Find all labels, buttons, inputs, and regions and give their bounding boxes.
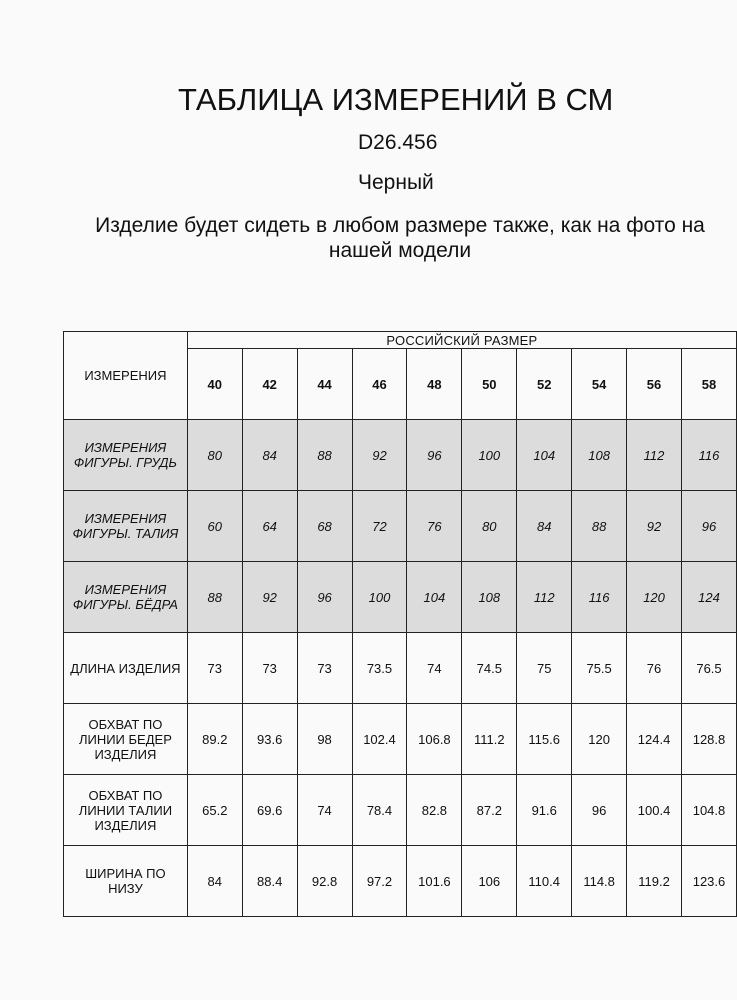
fit-note-line-2: нашей модели bbox=[328, 239, 472, 262]
row-label-line: НИЗУ bbox=[108, 881, 143, 896]
table-cell: 100 bbox=[352, 562, 407, 633]
table-cell: 120 bbox=[572, 704, 627, 775]
size-header-54: 54 bbox=[572, 349, 627, 420]
table-cell: 108 bbox=[572, 420, 627, 491]
table-cell: 73 bbox=[242, 633, 297, 704]
table-cell: 74.5 bbox=[462, 633, 517, 704]
table-cell: 108 bbox=[462, 562, 517, 633]
table-cell: 75 bbox=[517, 633, 572, 704]
row-label-line: ИЗДЕЛИЯ bbox=[94, 746, 157, 762]
product-color: Черный bbox=[358, 171, 434, 194]
size-header-58: 58 bbox=[682, 349, 737, 420]
table-cell: 96 bbox=[572, 775, 627, 846]
table-cell: 80 bbox=[462, 491, 517, 562]
article-number: D26.456 bbox=[358, 131, 438, 154]
table-cell: 64 bbox=[242, 491, 297, 562]
table-cell: 87.2 bbox=[462, 775, 517, 846]
table-cell: 128.8 bbox=[682, 704, 737, 775]
row-label bbox=[64, 420, 188, 491]
size-header-56: 56 bbox=[627, 349, 682, 420]
table-cell: 84 bbox=[517, 491, 572, 562]
table-cell: 73.5 bbox=[352, 633, 407, 704]
row-label-line: ФИГУРЫ. ГРУДЬ bbox=[73, 455, 177, 470]
table-cell: 73 bbox=[187, 633, 242, 704]
table-cell: 97.2 bbox=[352, 846, 407, 917]
table-cell: 60 bbox=[187, 491, 242, 562]
row-label-line: ШИРИНА ПО bbox=[85, 866, 166, 881]
table-cell: 116 bbox=[572, 562, 627, 633]
table-cell: 92 bbox=[242, 562, 297, 633]
table-cell: 106 bbox=[462, 846, 517, 917]
table-cell: 106.8 bbox=[407, 704, 462, 775]
row-label-line: ЛИНИИ БЕДЕР bbox=[78, 731, 172, 747]
table-cell: 114.8 bbox=[572, 846, 627, 917]
table-cell: 112 bbox=[517, 562, 572, 633]
table-cell: 74 bbox=[407, 633, 462, 704]
table-row bbox=[64, 846, 737, 917]
row-label bbox=[64, 491, 188, 562]
table-cell: 104 bbox=[517, 420, 572, 491]
table-cell: 89.2 bbox=[187, 704, 242, 775]
table-cell: 116 bbox=[682, 420, 737, 491]
size-header-46: 46 bbox=[352, 349, 407, 420]
row-label-line: ИЗДЕЛИЯ bbox=[94, 817, 157, 833]
table-cell: 104.8 bbox=[682, 775, 737, 846]
table-cell: 76 bbox=[407, 491, 462, 562]
table-cell: 96 bbox=[682, 491, 737, 562]
table-cell: 92 bbox=[352, 420, 407, 491]
row-label-line: ИЗМЕРЕНИЯ bbox=[84, 582, 167, 597]
row-label bbox=[64, 704, 188, 775]
size-header-40: 40 bbox=[187, 349, 242, 420]
table-cell: 76.5 bbox=[682, 633, 737, 704]
table-cell: 101.6 bbox=[407, 846, 462, 917]
row-label-line: ФИГУРЫ. БЁДРА bbox=[72, 597, 178, 612]
table-cell: 93.6 bbox=[242, 704, 297, 775]
table-cell: 104 bbox=[407, 562, 462, 633]
size-header-48: 48 bbox=[407, 349, 462, 420]
row-label-line: ФИГУРЫ. ТАЛИЯ bbox=[72, 526, 179, 541]
table-cell: 73 bbox=[297, 633, 352, 704]
table-row bbox=[64, 775, 737, 846]
table-cell: 78.4 bbox=[352, 775, 407, 846]
table-cell: 76 bbox=[627, 633, 682, 704]
table-cell: 112 bbox=[627, 420, 682, 491]
table-cell: 88 bbox=[572, 491, 627, 562]
table-cell: 72 bbox=[352, 491, 407, 562]
row-label-line: ОБХВАТ ПО bbox=[88, 787, 163, 803]
table-row bbox=[64, 420, 737, 491]
row-label bbox=[64, 775, 188, 846]
measure-column-header: ИЗМЕРЕНИЯ bbox=[64, 332, 188, 420]
table-row bbox=[64, 491, 737, 562]
row-label bbox=[64, 633, 188, 704]
table-cell: 96 bbox=[297, 562, 352, 633]
row-label-line: ОБХВАТ ПО bbox=[88, 716, 163, 732]
table-cell: 123.6 bbox=[682, 846, 737, 917]
row-label bbox=[64, 562, 188, 633]
table-cell: 82.8 bbox=[407, 775, 462, 846]
table-cell: 96 bbox=[407, 420, 462, 491]
row-label bbox=[64, 846, 188, 917]
table-cell: 75.5 bbox=[572, 633, 627, 704]
table-row bbox=[64, 562, 737, 633]
table-cell: 119.2 bbox=[627, 846, 682, 917]
row-label-line: ДЛИНА ИЗДЕЛИЯ bbox=[70, 660, 181, 676]
table-cell: 110.4 bbox=[517, 846, 572, 917]
table-cell: 124.4 bbox=[627, 704, 682, 775]
table-cell: 88 bbox=[297, 420, 352, 491]
table-header-row bbox=[64, 332, 737, 349]
table-cell: 74 bbox=[297, 775, 352, 846]
table-cell: 91.6 bbox=[517, 775, 572, 846]
table-cell: 98 bbox=[297, 704, 352, 775]
table-cell: 69.6 bbox=[242, 775, 297, 846]
table-cell: 80 bbox=[187, 420, 242, 491]
table-cell: 100 bbox=[462, 420, 517, 491]
table-cell: 120 bbox=[627, 562, 682, 633]
table-cell: 102.4 bbox=[352, 704, 407, 775]
size-header-44: 44 bbox=[297, 349, 352, 420]
row-label-line: ИЗМЕРЕНИЯ bbox=[84, 511, 167, 526]
table-cell: 100.4 bbox=[627, 775, 682, 846]
table-cell: 65.2 bbox=[187, 775, 242, 846]
size-header-52: 52 bbox=[517, 349, 572, 420]
table-cell: 88.4 bbox=[242, 846, 297, 917]
table-cell: 111.2 bbox=[462, 704, 517, 775]
size-header-42: 42 bbox=[242, 349, 297, 420]
row-label-line: ИЗМЕРЕНИЯ bbox=[84, 440, 167, 455]
table-cell: 92 bbox=[627, 491, 682, 562]
fit-note bbox=[80, 213, 720, 263]
table-cell: 88 bbox=[187, 562, 242, 633]
size-table bbox=[63, 331, 737, 917]
table-cell: 124 bbox=[682, 562, 737, 633]
table-row bbox=[64, 704, 737, 775]
table-cell: 115.6 bbox=[517, 704, 572, 775]
table-cell: 84 bbox=[242, 420, 297, 491]
table-cell: 68 bbox=[297, 491, 352, 562]
fit-note-line-1: Изделие будет сидеть в любом размере также, как на фото на bbox=[95, 214, 705, 237]
table-cell: 92.8 bbox=[297, 846, 352, 917]
row-label-line: ЛИНИИ ТАЛИИ bbox=[78, 802, 173, 818]
size-header-50: 50 bbox=[462, 349, 517, 420]
size-group-header: РОССИЙСКИЙ РАЗМЕР bbox=[187, 332, 736, 349]
table-row bbox=[64, 633, 737, 704]
table-cell: 84 bbox=[187, 846, 242, 917]
page-title: ТАБЛИЦА ИЗМЕРЕНИЙ В СМ bbox=[178, 82, 614, 117]
